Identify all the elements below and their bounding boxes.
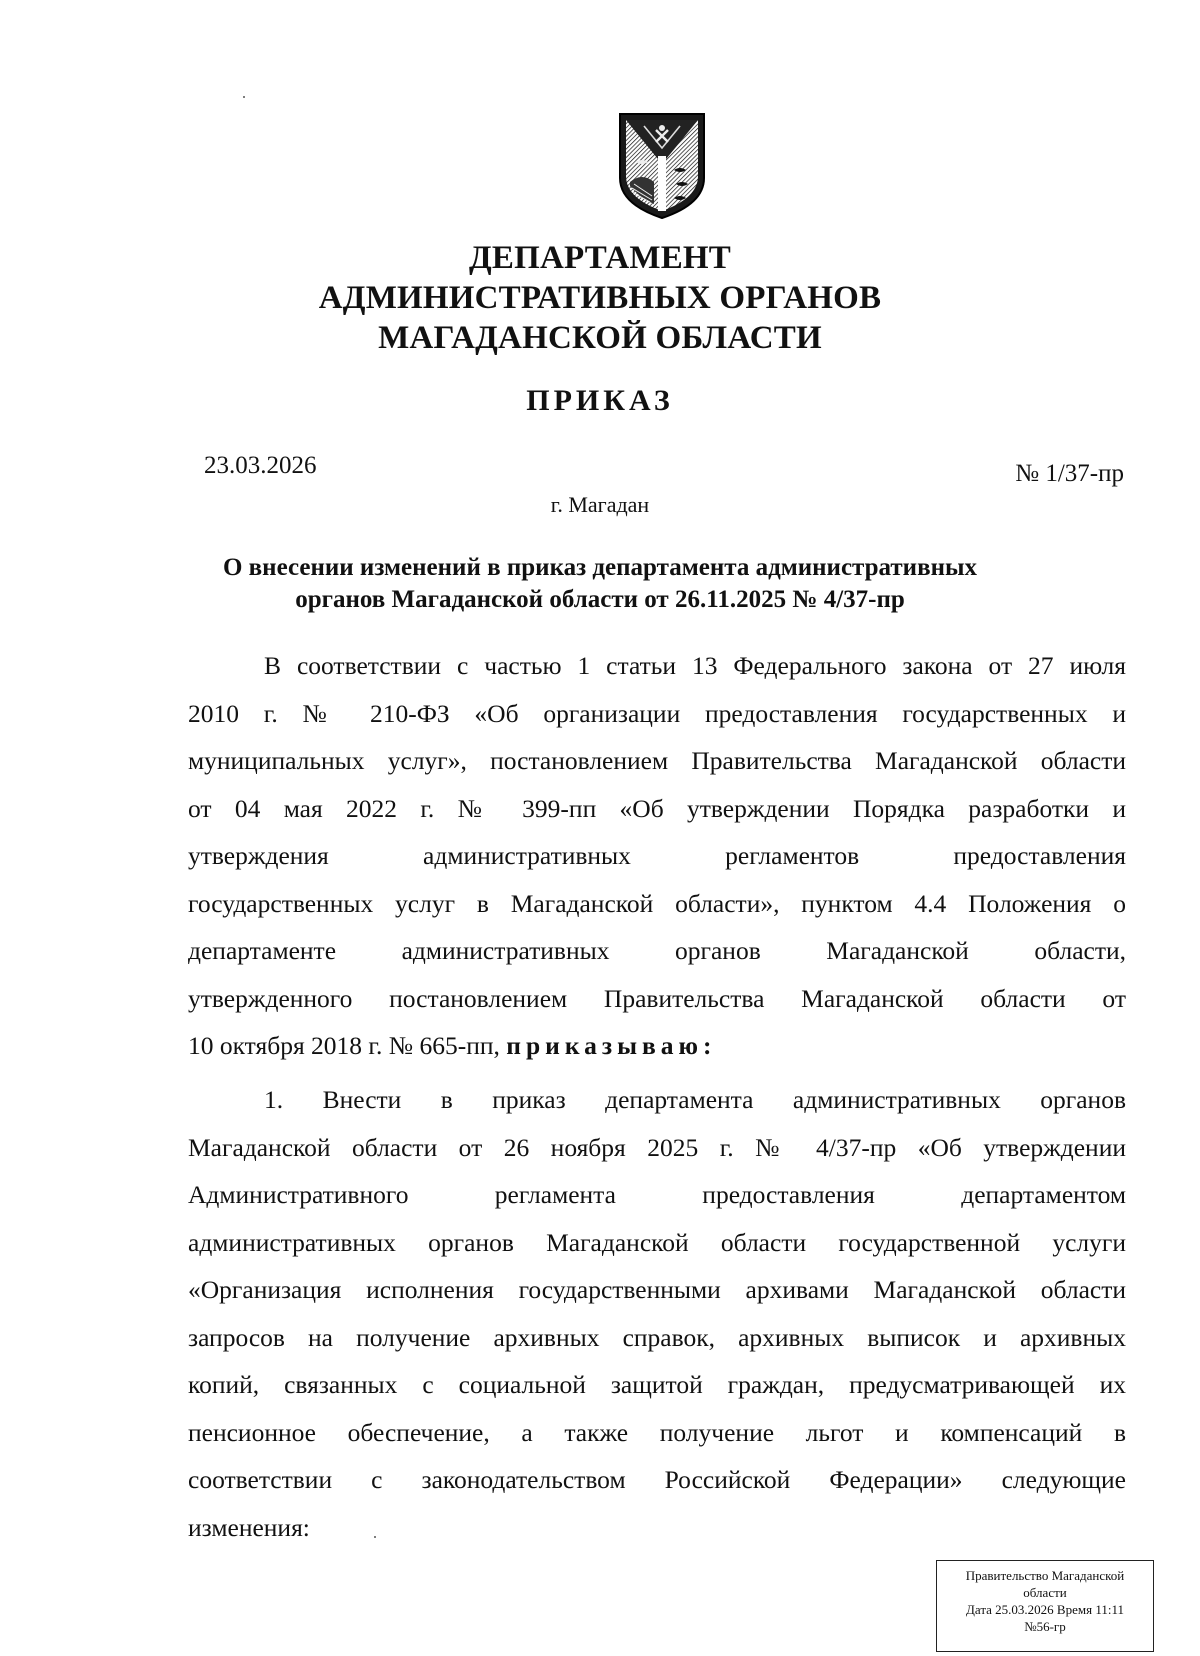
text-line: 1. Внести в приказ департамента административных органов [264, 1085, 1126, 1114]
text-line: В соответствии с частью 1 статьи 13 Федерального закона от 27 июля [264, 651, 1126, 680]
order-date: 23.03.2026 [204, 452, 317, 479]
order-directive: приказываю: [506, 1031, 717, 1060]
text-line: Административного регламента предоставления департаментом [188, 1180, 1126, 1209]
item-1-paragraph [188, 1076, 1126, 1551]
text-line: утвержденного постановлением Правительства Магаданской области от [188, 983, 1126, 1013]
text-line: муниципальных услуг», постановлением Правительства Магаданской области [188, 746, 1126, 775]
order-city: г. Магадан [550, 492, 650, 517]
preamble-paragraph [188, 642, 1126, 1070]
text-line: соответствии с законодательством Российской Федерации» следующие [188, 1465, 1126, 1494]
text-line: пенсионное обеспечение, а также получение льгот и компенсаций в [188, 1417, 1126, 1447]
department-name-line: ДЕПАРТАМЕНТ [468, 240, 731, 276]
text-line: копий, связанных с социальной защитой граждан, предусматривающей их [188, 1370, 1126, 1399]
scan-speck [243, 96, 245, 98]
department-name-line: МАГАДАНСКОЙ ОБЛАСТИ [378, 320, 822, 356]
text-line: департаменте административных органов Магаданской области, [188, 936, 1126, 965]
subject-line: О внесении изменений в приказ департамента административных [222, 554, 978, 581]
stamp-line: Правительство Магаданской [965, 1568, 1125, 1583]
text-line: изменения: [188, 1512, 310, 1542]
order-title: ПРИКАЗ [526, 384, 674, 417]
text-line: от 04 мая 2022 г. № 399-пп «Об утверждении Порядка разработки и [188, 793, 1126, 823]
text-line: 2010 г. № 210-ФЗ «Об организации предоставления государственных и [188, 698, 1126, 728]
text-line: запросов на получение архивных справок, архивных выписок и архивных [188, 1322, 1126, 1352]
coat-of-arms-icon [616, 112, 708, 220]
text-line [188, 1022, 1126, 1070]
department-name-line: АДМИНИСТРАТИВНЫХ ОРГАНОВ [318, 280, 882, 316]
stamp-line: №56-гр [1024, 1619, 1066, 1634]
stamp-line: области [1023, 1585, 1067, 1600]
scan-speck [374, 1536, 376, 1538]
subject-line: органов Магаданской области от 26.11.2025 № 4/37-пр [295, 586, 905, 613]
order-subject [0, 552, 1200, 616]
text-line: государственных услуг в Магаданской области», пунктом 4.4 Положения о [188, 888, 1126, 918]
registration-stamp [936, 1560, 1154, 1652]
text-line: «Организация исполнения государственными архивами Магаданской области [188, 1275, 1126, 1304]
department-name [0, 238, 1200, 358]
text-line: Магаданской области от 26 ноября 2025 г. № 4/37-пр «Об утверждении [188, 1132, 1126, 1162]
stamp-line: Дата 25.03.2026 Время 11:11 [966, 1602, 1124, 1617]
order-number: № 1/37-пр [1015, 460, 1124, 487]
text-line: административных органов Магаданской области государственной услуги [188, 1227, 1126, 1257]
text-line-start: 10 октября 2018 г. № 665-пп, [188, 1031, 500, 1060]
text-line: утверждения административных регламентов предоставления [188, 841, 1126, 870]
